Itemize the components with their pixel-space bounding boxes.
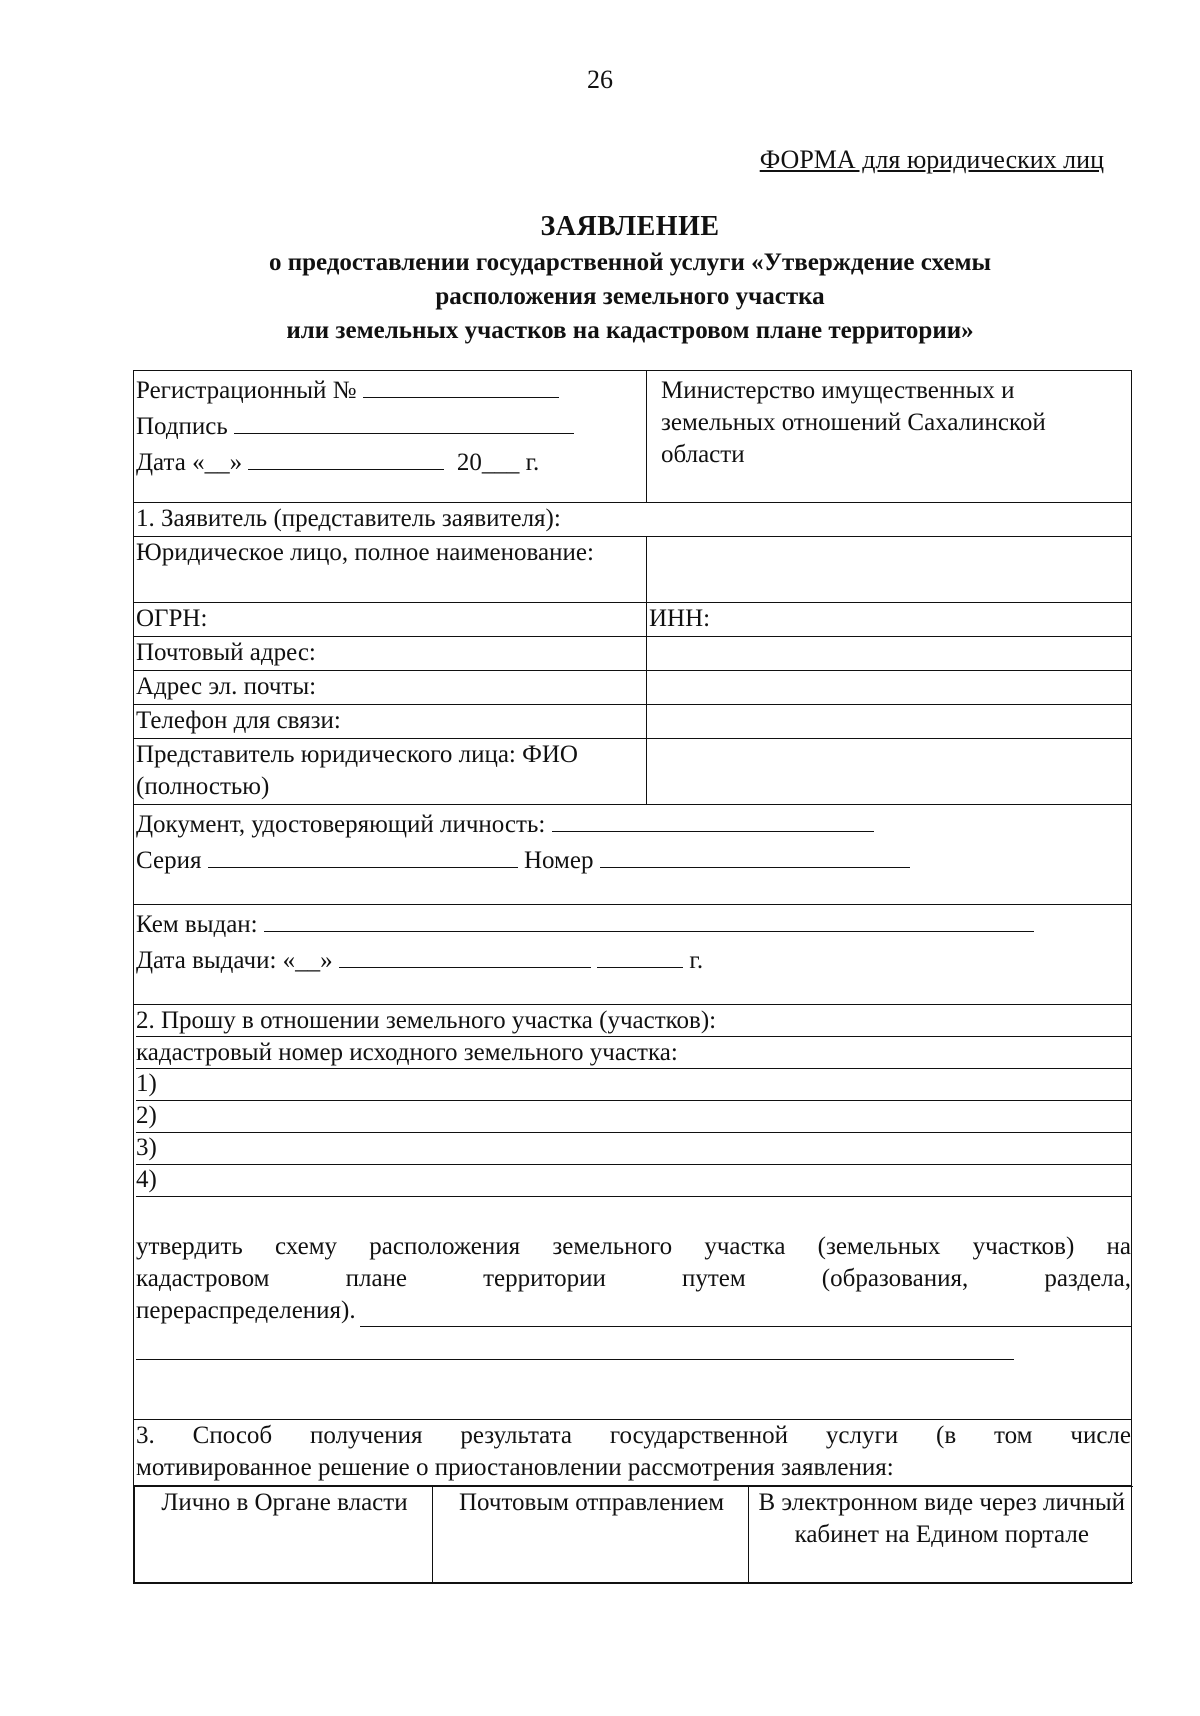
approve-text-line-1: утвердить схему расположения земельного участка (земельных участков) на (136, 1233, 1131, 1260)
ministry-cell (647, 371, 1132, 503)
representative-value[interactable] (647, 739, 1132, 805)
ministry-name: Министерство имущественных и земельных отношений Сахалинской области (661, 377, 1046, 468)
postal-address-value[interactable] (647, 637, 1132, 671)
date-suffix: г. (525, 449, 540, 476)
phone-value[interactable] (647, 705, 1132, 739)
approve-method-field[interactable] (360, 1302, 1131, 1327)
cadastral-label: кадастровый номер исходного земельного участка: (136, 1037, 1131, 1069)
date-label: Дата «__» (136, 449, 243, 476)
section3-heading-line-2: мотивированное решение о приостановлении рассмотрения заявления: (136, 1454, 894, 1481)
representative-label: Представитель юридического лица: ФИО (полностью) (134, 739, 647, 805)
registration-row (134, 371, 1132, 503)
document-subtitle-line-2: расположения земельного участка (435, 282, 825, 310)
signature-label: Подпись (136, 413, 228, 440)
postal-address-label: Почтовый адрес: (134, 637, 647, 671)
delivery-methods-table (134, 1486, 1133, 1583)
registration-number-field[interactable] (363, 371, 559, 398)
approve-text-line-3-label: перераспределения). (136, 1297, 356, 1324)
series-field[interactable] (208, 841, 518, 868)
cadastral-item-3-label: 3) (136, 1134, 157, 1161)
inn-label: ИНН: (647, 603, 1132, 637)
cadastral-item-2[interactable] (136, 1101, 1131, 1133)
id-document-field[interactable] (552, 805, 874, 832)
cadastral-item-1-label: 1) (136, 1070, 157, 1097)
application-form-table (133, 370, 1132, 1584)
method-in-person[interactable]: Лично в Органе власти (135, 1487, 433, 1583)
registration-label: Регистрационный № (136, 377, 357, 404)
issued-by-cell (134, 905, 1132, 1005)
email-value[interactable] (647, 671, 1132, 705)
cadastral-item-4-label: 4) (136, 1166, 157, 1193)
method-by-post[interactable]: Почтовым отправлением (433, 1487, 749, 1583)
cadastral-item-2-label: 2) (136, 1102, 157, 1129)
document-title: ЗАЯВЛЕНИЕ (540, 211, 720, 242)
issue-date-label: Дата выдачи: «__» (136, 947, 333, 974)
issue-year-field[interactable] (597, 941, 683, 968)
section2-cell (134, 1005, 1132, 1420)
id-document-cell (134, 805, 1132, 905)
number-label: Номер (523, 847, 594, 874)
approve-text-line-3[interactable] (136, 1295, 1131, 1327)
method-electronic[interactable]: В электронном виде через личный кабинет на Едином портале (749, 1487, 1133, 1583)
issued-by-field[interactable] (264, 905, 1034, 932)
ogrn-label: ОГРН: (134, 603, 647, 637)
cadastral-item-1[interactable] (136, 1069, 1131, 1101)
registration-cell (134, 371, 647, 503)
issued-by-label: Кем выдан: (136, 911, 258, 938)
section1-heading: 1. Заявитель (представитель заявителя): (134, 503, 1132, 537)
legal-name-value[interactable] (647, 537, 1132, 603)
approve-extra-line[interactable] (136, 1327, 1014, 1360)
document-subtitle-line-3: или земельных участков на кадастровом плане территории» (286, 316, 974, 344)
issue-date-field[interactable] (339, 941, 591, 968)
series-label: Серия (136, 847, 202, 874)
approve-text-line-2: кадастровом плане территории путем (образования, раздела, (136, 1265, 1131, 1292)
delivery-methods-cell (134, 1486, 1132, 1584)
signature-field[interactable] (234, 407, 574, 434)
id-document-label: Документ, удостоверяющий личность: (136, 811, 546, 838)
date-year: 20___ (456, 449, 520, 476)
email-label: Адрес эл. почты: (134, 671, 647, 705)
document-title-block (140, 210, 1120, 348)
date-field[interactable] (248, 443, 444, 470)
phone-label: Телефон для связи: (134, 705, 647, 739)
section2-heading: 2. Прошу в отношении земельного участка (участков): (136, 1005, 1131, 1037)
legal-name-label: Юридическое лицо, полное наименование: (134, 537, 647, 603)
cadastral-item-3[interactable] (136, 1133, 1131, 1165)
cadastral-item-4[interactable] (136, 1165, 1131, 1197)
issue-date-suffix: г. (689, 947, 704, 974)
page-number: 26 (587, 65, 613, 94)
section3-heading-cell (134, 1420, 1132, 1486)
number-field[interactable] (600, 841, 910, 868)
section3-heading-line-1: 3. Способ получения результата государственной услуги (в том числе (136, 1422, 1131, 1449)
form-type: ФОРМА для юридических лиц (759, 145, 1104, 174)
document-subtitle-line-1: о предоставлении государственной услуги «Утверждение схемы (268, 248, 992, 276)
